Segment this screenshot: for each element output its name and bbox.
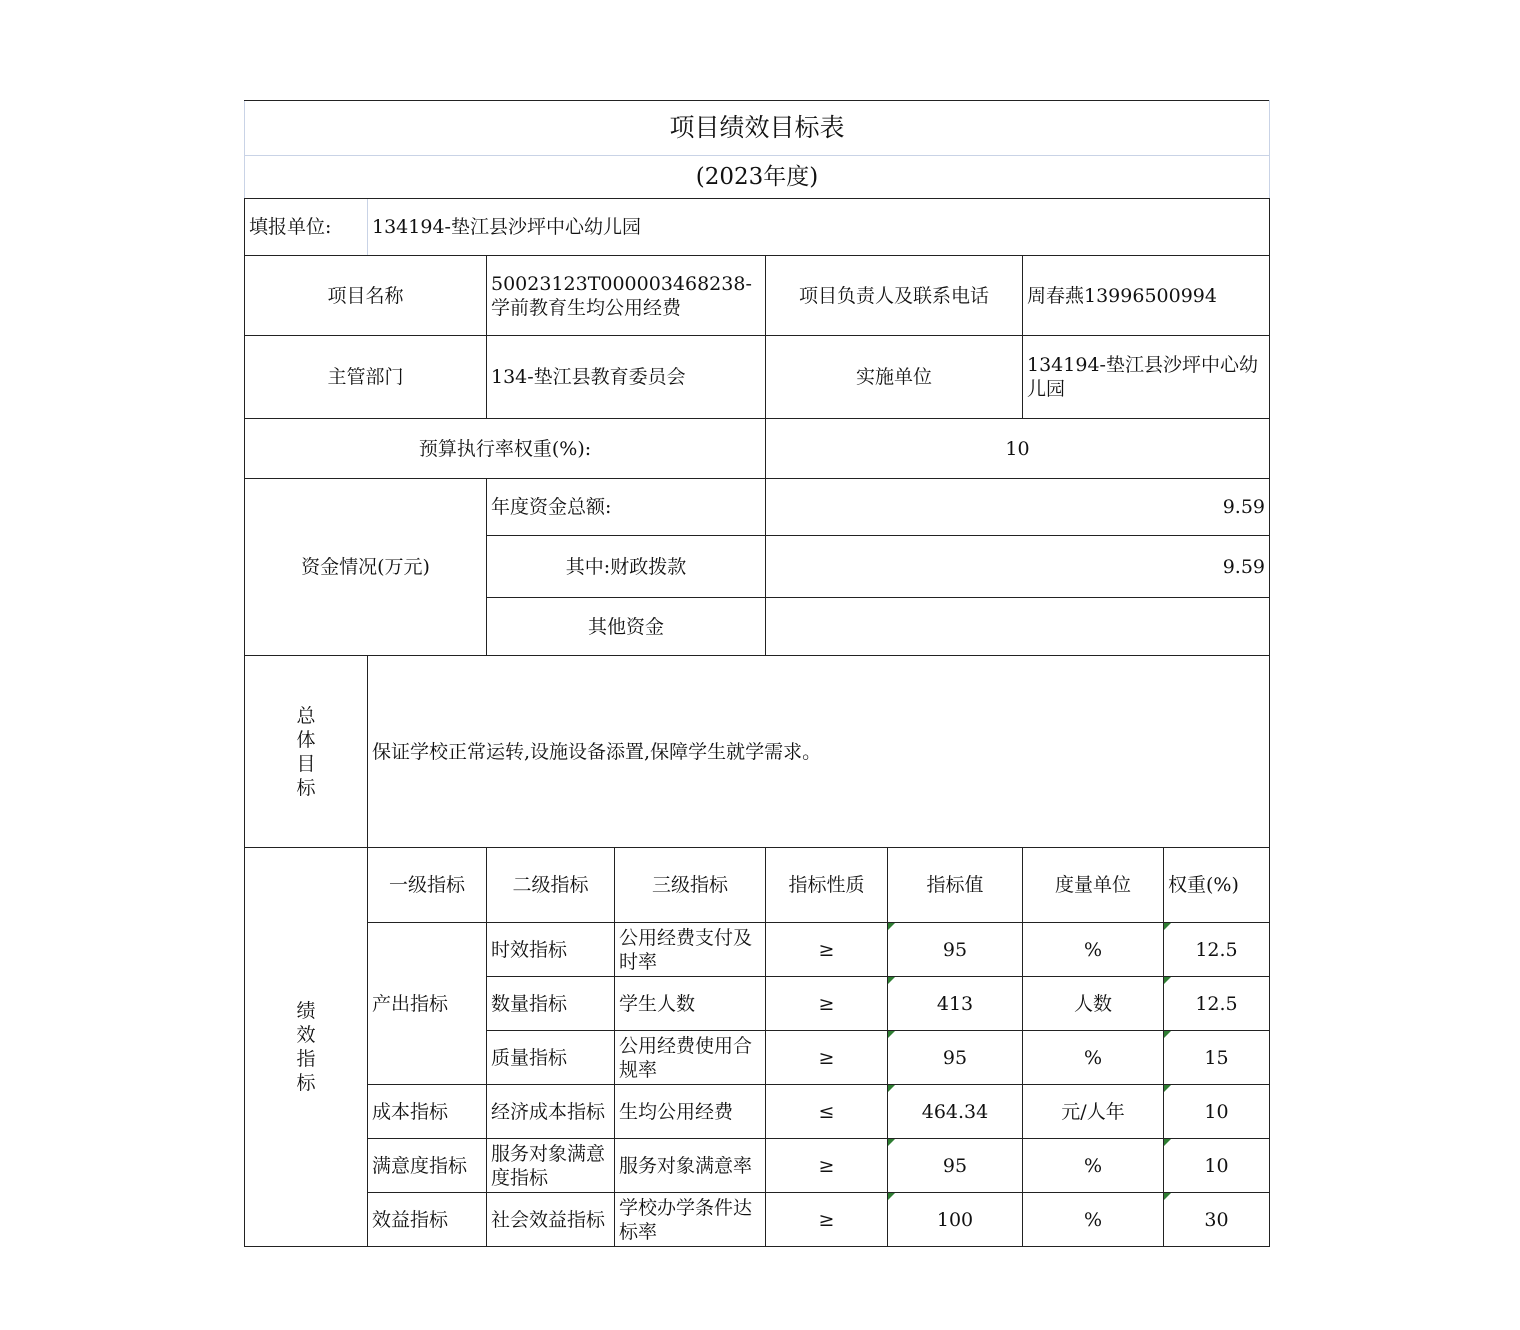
level3-cell: 生均公用经费 [615, 1085, 766, 1139]
value-cell: 413 [888, 977, 1023, 1031]
value-cell: 95 [888, 923, 1023, 977]
department-value: 134-垫江县教育委员会 [487, 336, 766, 419]
project-name-value: 50023123T000003468238-学前教育生均公用经费 [487, 256, 766, 336]
level2-cell: 数量指标 [487, 977, 615, 1031]
header-level3: 三级指标 [615, 848, 766, 923]
level2-cell: 时效指标 [487, 923, 615, 977]
weight-cell: 10 [1164, 1139, 1270, 1193]
performance-target-table [244, 100, 1270, 1247]
level1-cell: 满意度指标 [368, 1139, 487, 1193]
value-cell: 95 [888, 1031, 1023, 1085]
funds-other-label: 其他资金 [487, 598, 766, 656]
weight-cell: 15 [1164, 1031, 1270, 1085]
header-weight: 权重(%) [1164, 848, 1270, 923]
weight-cell: 30 [1164, 1193, 1270, 1247]
project-name-label: 项目名称 [245, 256, 487, 336]
level3-cell: 服务对象满意率 [615, 1139, 766, 1193]
nature-cell: ≥ [766, 923, 888, 977]
budget-weight-label: 预算执行率权重(%): [245, 419, 766, 479]
funds-fiscal-label: 其中:财政拨款 [487, 536, 766, 598]
overall-goal-value: 保证学校正常运转,设施设备添置,保障学生就学需求。 [368, 656, 1270, 848]
table-year: (2023年度) [245, 156, 1270, 199]
funds-fiscal-value: 9.59 [766, 536, 1270, 598]
nature-cell: ≥ [766, 1139, 888, 1193]
weight-cell: 12.5 [1164, 923, 1270, 977]
level3-cell: 学生人数 [615, 977, 766, 1031]
nature-cell: ≤ [766, 1085, 888, 1139]
project-leader-value: 周春燕13996500994 [1023, 256, 1270, 336]
performance-target-sheet [244, 100, 1269, 1247]
unit-cell: % [1023, 1193, 1164, 1247]
nature-cell: ≥ [766, 1031, 888, 1085]
level3-cell: 公用经费支付及时率 [615, 923, 766, 977]
weight-cell: 12.5 [1164, 977, 1270, 1031]
indicators-label [245, 848, 368, 1247]
table-title: 项目绩效目标表 [245, 101, 1270, 156]
level3-cell: 公用经费使用合规率 [615, 1031, 766, 1085]
header-unit: 度量单位 [1023, 848, 1164, 923]
funds-label: 资金情况(万元) [245, 479, 487, 656]
budget-weight-value: 10 [766, 419, 1270, 479]
table-row [245, 1139, 1270, 1193]
unit-cell: 元/人年 [1023, 1085, 1164, 1139]
implementing-unit-value: 134194-垫江县沙坪中心幼儿园 [1023, 336, 1270, 419]
level2-cell: 经济成本指标 [487, 1085, 615, 1139]
unit-cell: % [1023, 923, 1164, 977]
level2-cell: 质量指标 [487, 1031, 615, 1085]
reporting-unit-label: 填报单位: [245, 199, 368, 256]
level1-cell: 效益指标 [368, 1193, 487, 1247]
table-row [245, 1193, 1270, 1247]
level2-cell: 服务对象满意度指标 [487, 1139, 615, 1193]
reporting-unit-value: 134194-垫江县沙坪中心幼儿园 [368, 199, 1270, 256]
level1-cell: 产出指标 [368, 923, 487, 1085]
header-level1: 一级指标 [368, 848, 487, 923]
header-nature: 指标性质 [766, 848, 888, 923]
value-cell: 95 [888, 1139, 1023, 1193]
weight-cell: 10 [1164, 1085, 1270, 1139]
department-label: 主管部门 [245, 336, 487, 419]
indicators-label-text: 绩效指标 [296, 1000, 316, 1094]
funds-total-value: 9.59 [766, 479, 1270, 536]
value-cell: 464.34 [888, 1085, 1023, 1139]
nature-cell: ≥ [766, 977, 888, 1031]
header-value: 指标值 [888, 848, 1023, 923]
header-level2: 二级指标 [487, 848, 615, 923]
overall-goal-label-text: 总体目标 [296, 704, 316, 799]
value-cell: 100 [888, 1193, 1023, 1247]
project-leader-label: 项目负责人及联系电话 [766, 256, 1023, 336]
level1-cell: 成本指标 [368, 1085, 487, 1139]
table-row [245, 923, 1270, 977]
level2-cell: 社会效益指标 [487, 1193, 615, 1247]
implementing-unit-label: 实施单位 [766, 336, 1023, 419]
overall-goal-label [245, 656, 368, 848]
level3-cell: 学校办学条件达标率 [615, 1193, 766, 1247]
table-row [245, 1085, 1270, 1139]
funds-total-label: 年度资金总额: [487, 479, 766, 536]
unit-cell: % [1023, 1031, 1164, 1085]
funds-other-value [766, 598, 1270, 656]
nature-cell: ≥ [766, 1193, 888, 1247]
unit-cell: 人数 [1023, 977, 1164, 1031]
unit-cell: % [1023, 1139, 1164, 1193]
